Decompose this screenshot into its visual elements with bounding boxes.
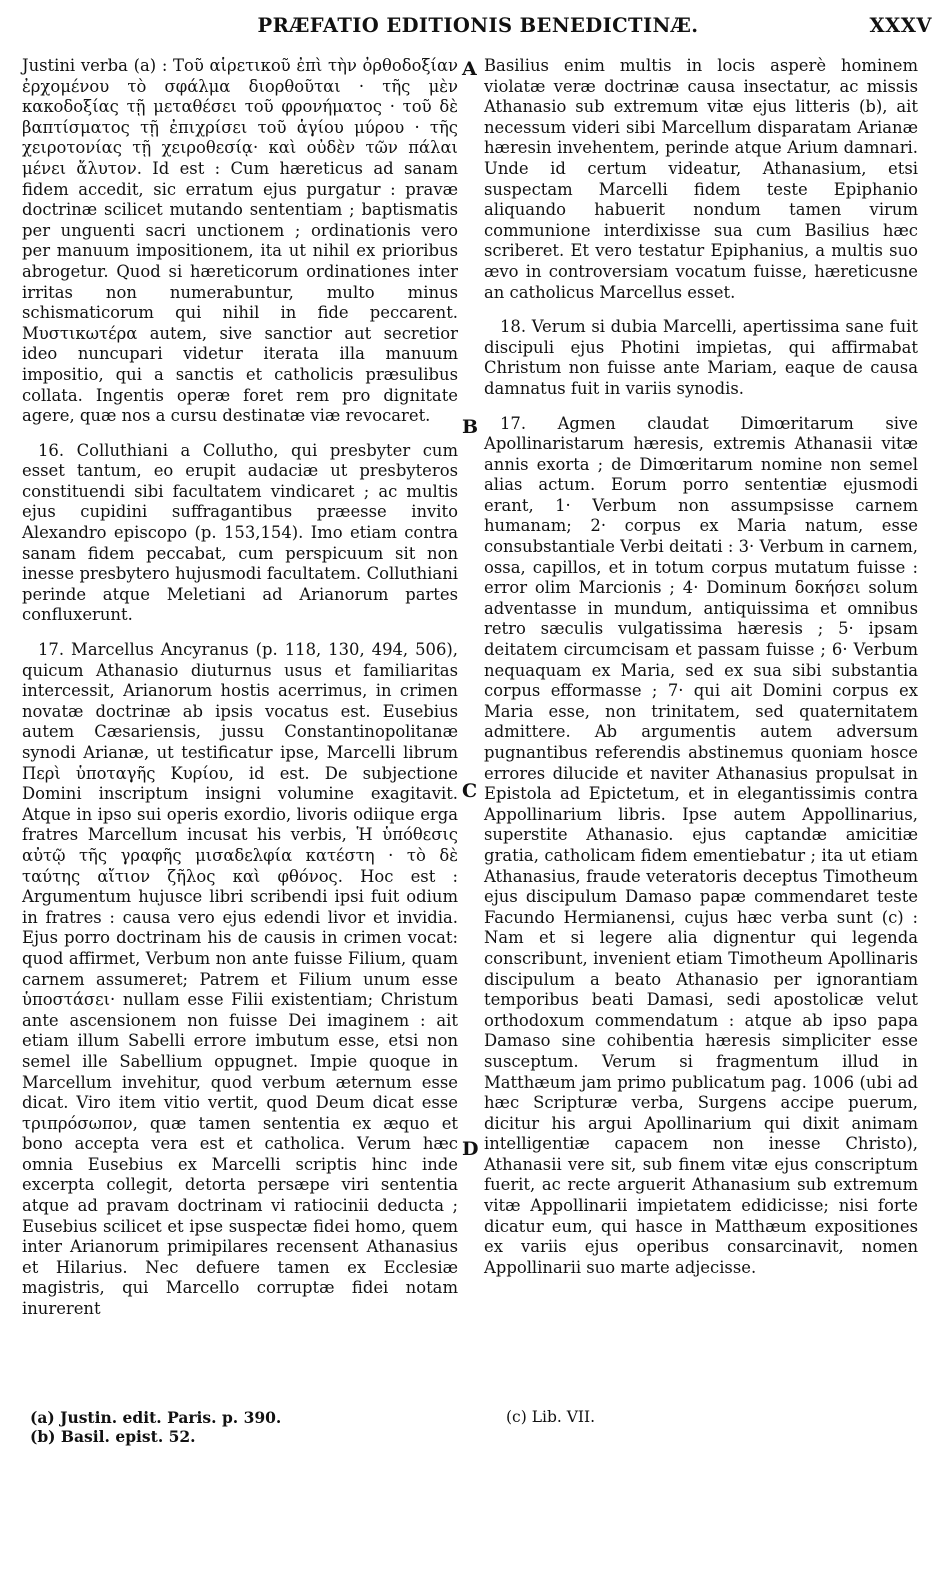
running-title: PRÆFATIO EDITIONIS BENEDICTINÆ. <box>257 14 699 37</box>
paragraph-17-marcellus: 17. Marcellus Ancyranus (p. 118, 130, 494, 506), quicum Athanasio diuturnus usus et familiaritas intercessit, Arianorum hostis acerrimus, in crimen novatæ doctrinæ ab ipsis vocatus est. Eusebius autem Cæsariensis, jussu Constantinopolitanæ synodi Arianæ, ut testificatur ipse, Marcelli librum Περὶ ὑποταγῆς Κυρίου, id est. De subjectione Domini inscriptum insigni volumine exagitavit. Atque in ipso sui operis exordio, livoris odiique erga fratres Marcellum incusat his verbis, Ἡ ὑπόθεσις αὐτῷ τῆς γραφῆς μισαδελφία κατέστη · τὸ δὲ ταύτης αἴτιον ζῆλος καὶ φθόνος. Hoc est : Argumentum hujusce libri scribendi ipsi fuit odium in fratres : causa vero ejus edendi livor et invidia. Ejus porro doctrinam his de causis in crimen vocat: quod affirmet, Verbum non ante fuisse Filium, quam carnem assumeret; Patrem et Filium unum esse ὑποστάσει· nullam esse Filii existentiam; Christum ante ascensionem non fuisse Dei imaginem : ait etiam illum Sabelli errore imbutum esse, etsi non semel ille Sabellium oppugnet. Impie quoque in Marcellum invehitur, quod verbum æternum esse dicat. Viro item vitio vertit, quod Deum dicat esse τριπρόσωπον, quæ tamen sententia ex æquo et bono accepta vera est et catholica. Verum hæc omnia Eusebius ex Marcelli scriptis hinc inde excerpta collegit, detorta persæpe viri sententia atque ad pravam doctrinam vi ratiocinii deducta ; Eusebius scilicet et ipse suspectæ fidei homo, quem inter Arianorum primipilares recensent Athanasius et Hilarius. Nec defuere tamen ex Ecclesiæ magistris, qui Marcello corruptæ fidei notam inurerent <box>22 640 458 1319</box>
right-column <box>484 56 918 1278</box>
paragraph-17-apollinaristae: 17. Agmen claudat Dimœritarum sive Apollinaristarum hæresis, extremis Athanasii vitæ annis exorta ; de Dimœritarum nomine non semel alias actum. Eorum porro sententiæ ejusmodi erant, 1· Verbum non assumpsisse carnem humanam; 2· corpus ex Maria natum, esse consubstantiale Verbi deitati : 3· Verbum in carnem, ossa, capillos, et in totum corpus mutatum fuisse : error olim Marcionis ; 4· Dominum δοκήσει solum adventasse in mundum, antiquissima et omnibus retro sæculis vulgatissima hæresis ; 5· ipsam deitatem circumcisam et passam fuisse ; 6· Verbum nequaquam ex Maria, sed ex sua sibi substantia corpus efformasse ; 7· qui ait Domini corpus ex Maria esse, non trinitatem, sed quaternitatem admittere. Ab argumentis autem adversum pugnantibus referendis abstinemus quoniam hosce errores dilucide et naviter Athanasius propulsat in Epistola ad Epictetum, et in elegantissimis contra Appollinarium libris. Ipse autem Appollinarius, superstite Athanasio. ejus captandæ amicitiæ gratia, catholicam fidem ementiebatur ; ita ut etiam Athanasius, fraude veteratoris deceptus Timotheum ejus discipulum Damaso papæ commendaret teste Facundo Hermianensi, cujus hæc verba sunt (c) : Nam et si legere alia dignentur qui legenda conscribunt, invenient etiam Timotheum Apollinaris discipulum a beato Athanasio per ignorantiam temporibus beati Damasi, sedi apostolicæ velut orthodoxum commendatum : atque ab ipso papa Damaso sine cohibentia hæresis simpliciter esse susceptum. Verum si fragmentum illud in Matthæum jam primo publicatum pag. 1006 (ubi ad hæc Scripturæ verba, Surgens accipe puerum, dicitur his argui Apollinarium qui dixit animam intelligentiæ capacem non inesse Christo), Athanasii vere sit, sub finem vitæ ejus conscriptum fuerit, ac recte arguerit Athanasium sub extremum vitæ Appollinarii impietatem edidicisse; nisi forte dicatur eum, qui hasce in Matthæum expositiones ex variis ejus operibus consarcinavit, nomen Appollinarii suo marte adjecisse. <box>484 413 918 1277</box>
paragraph-justin: Justini verba (a) : Τοῦ αἱρετικοῦ ἐπὶ τὴν ὀρθοδοξίαν ἐρχομένου τὸ σφάλμα διορθοῦται · τῆς μὲν κακοδοξίας τῇ μεταθέσει τοῦ φρονήματος · τοῦ δὲ βαπτίσματος τῇ ἐπιχρίσει τοῦ ἁγίου μύρου · τῆς χειροτονίας τῇ χειροθεσίᾳ· καὶ οὐδὲν τῶν πάλαι μένει ἄλυτον. Id est : Cum hæreticus ad sanam fidem accedit, sic erratum ejus purgatur : pravæ doctrinæ scilicet mutando sententiam ; baptismatis per unguenti sacri unctionem ; ordinationis vero per manuum impositionem, ita ut nihil ex prioribus abrogetur. Quod si hæreticorum ordinationes inter irritas non numerabuntur, multo minus schismaticorum qui nihil in fide peccarent. Μυστικωτέρα autem, sive sanctior aut secretior ideo nuncupari videtur iterata illa manuum impositio, qui a sanctis et catholicis præsulibus collata. Ingentis operæ foret rem pro dignitate agere, quæ nos a cursu destinatæ viæ revocaret. <box>22 56 458 426</box>
footnotes-left <box>30 1408 281 1446</box>
margin-letter-a: A <box>462 58 477 80</box>
paragraph-16-colluthiani: 16. Colluthiani a Collutho, qui presbyter cum esset tantum, eo erupit audaciæ ut presbyteros constituendi sibi facultatem vindicaret ; ac multis ejus cupidini suffragantibus præesse invito Alexandro episcopo (p. 153,154). Imo etiam contra sanam fidem peccabat, cum perspicuum sit non inesse presbytero hujusmodi facultatem. Colluthiani perinde atque Meletiani ad Arianorum partes confluxerunt. <box>22 440 458 625</box>
footnote-a: (a) Justin. edit. Paris. p. 390. <box>30 1408 282 1427</box>
footnotes-right <box>506 1408 595 1427</box>
margin-letter-b: B <box>462 416 479 438</box>
margin-letter-d: D <box>462 1138 479 1160</box>
margin-letter-c: C <box>462 780 478 802</box>
left-column <box>22 56 458 1320</box>
paragraph-basilius: Basilius enim multis in locis asperè hominem violatæ veræ doctrinæ causa insectatur, ac missis Athanasio sub extremum vitæ ejus litteris (b), ait necessum videri sibi Marcellum disparatam Arianæ hæresin invehentem, perinde atque Arium damnari. Unde id certum videatur, Athanasium, etsi suspectam Marcelli fidem teste Epiphanio aliquando habuerit nondum tamen virum communione interdixisse sua cum Basilius hæc scriberet. Et vero testatur Epiphanius, a multis suo ævo in controversiam vocatum fuisse, hæreticusne an catholicus Marcellus esset. <box>484 56 918 302</box>
footnote-c: (c) Lib. VII. <box>506 1408 596 1426</box>
page-number: XXXV <box>869 14 932 37</box>
page-header <box>24 14 932 42</box>
footnote-b: (b) Basil. epist. 52. <box>30 1427 196 1446</box>
paragraph-18-photinus: 18. Verum si dubia Marcelli, apertissima sane fuit discipuli ejus Photini impietas, qui affirmabat Christum non fuisse ante Mariam, eaque de causa damnatus fuit in variis synodis. <box>484 317 918 398</box>
